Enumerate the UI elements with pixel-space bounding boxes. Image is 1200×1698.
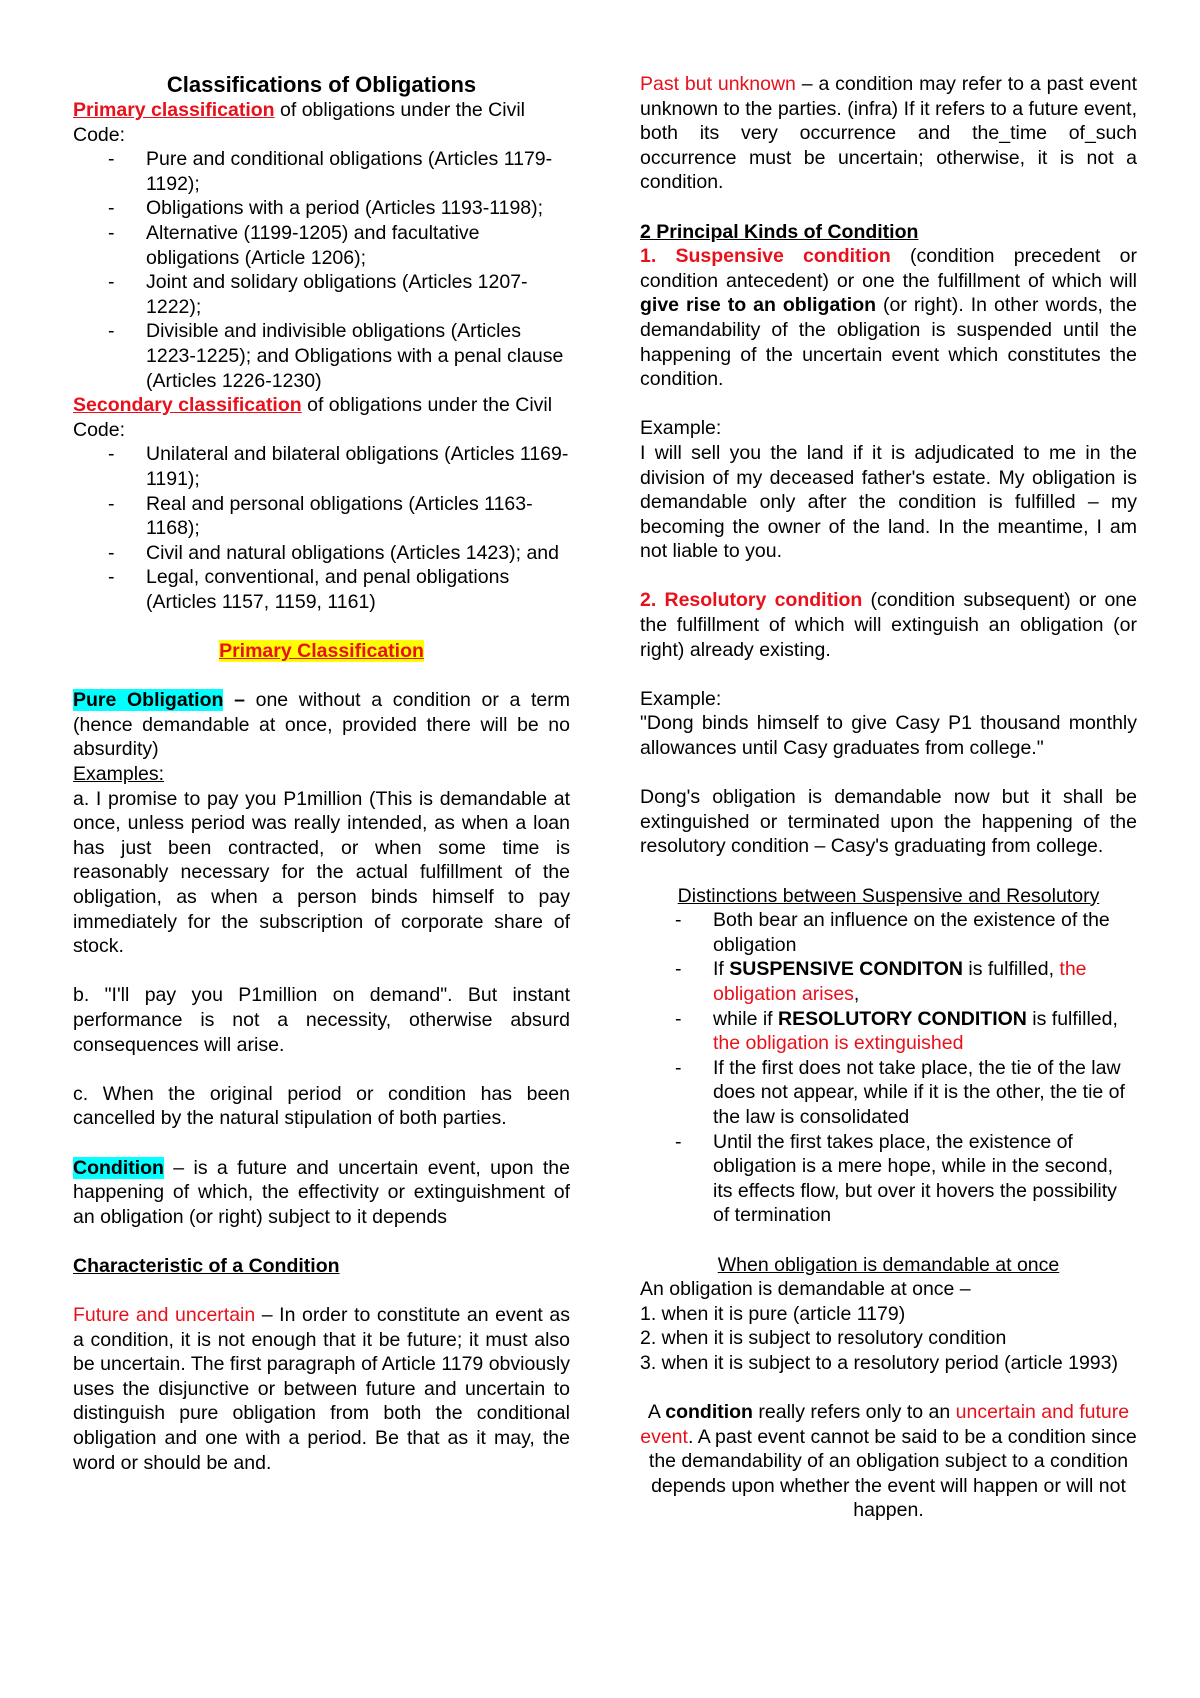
example-b: b. "I'll pay you P1million on demand". But instant performance is not a necessity, otherwise absurd consequences will arise. (73, 984, 570, 1056)
example-label: Example: (640, 687, 722, 710)
list-item: - Both bear an influence on the existence of the obligation (713, 908, 1137, 957)
pure-obligation-term: Pure Obligation (73, 689, 224, 712)
list-item: - Legal, conventional, and penal obligations (Articles 1157, 1159, 1161) (146, 565, 570, 614)
example-c: c. When the original period or condition has been cancelled by the natural stipulation of both parties. (73, 1082, 570, 1130)
pure-obligation-definition: Pure Obligation – one without a condition or a term (hence demandable at once, provided there will be no absurdity) (73, 689, 570, 761)
left-column (73, 72, 570, 1475)
suspensive-paragraph: 1. Suspensive condition (condition precedent or condition antecedent) or one the fulfillment of which will give rise to an obligation (or right). In other words, the demandability of the obligation is suspended until the happening of the uncertain event which constitutes the condition. (640, 245, 1137, 391)
secondary-classification-term: Secondary classification (73, 394, 302, 417)
primary-classification-list (73, 147, 570, 393)
resolutory-example: "Dong binds himself to give Casy P1 thousand monthly allowances until Casy graduates from college." (640, 712, 1137, 760)
closing-paragraph: A condition really refers only to an uncertain and future event. A past event cannot be said to be a condition since the demandability of an obligation subject to a condition depends upon whether the event will happen or will not happen. (640, 1401, 1137, 1522)
future-uncertain-paragraph: Future and uncertain – In order to constitute an event as a condition, it is not enough that it be future; it must also be uncertain. The first paragraph of Article 1179 obviously uses the disjunctive or between future and uncertain to distinguish pure obligation from both the conditional obligation and one with a period. Be that as it may, the word or should be and. (73, 1304, 570, 1474)
list-item: - Until the first takes place, the existence of obligation is a mere hope, while in the second, its effects flow, but over it hovers the possibility of termination (713, 1130, 1137, 1228)
suspensive-example: I will sell you the land if it is adjudicated to me in the division of my deceased father's estate. My obligation is demandable only after the condition is fulfilled – my becoming the owner of the land. In the meantime, I am not liable to you. (640, 441, 1137, 563)
list-item: - Unilateral and bilateral obligations (Articles 1169-1191); (146, 442, 570, 491)
list-item: - Joint and solidary obligations (Articles 1207-1222); (146, 270, 570, 319)
resolutory-paragraph: 2. Resolutory condition (condition subsequent) or one the fulfillment of which will extinguish an obligation (or right) already existing. (640, 589, 1137, 661)
list-item: - Real and personal obligations (Articles 1163-1168); (146, 492, 570, 541)
resolutory-term: 2. Resolutory condition (640, 589, 863, 612)
demandable-intro: An obligation is demandable at once – (640, 1278, 971, 1301)
primary-classification-term: Primary classification (73, 99, 275, 121)
characteristic-heading: Characteristic of a Condition (73, 1254, 340, 1277)
demandable-item: 3. when it is subject to a resolutory period (article 1993) (640, 1351, 1118, 1374)
kinds-heading: 2 Principal Kinds of Condition (640, 220, 919, 243)
right-column (640, 72, 1137, 1523)
list-item: - If SUSPENSIVE CONDITON is fulfilled, the obligation arises, (713, 957, 1137, 1006)
list-item: - while if RESOLUTORY CONDITION is fulfilled, the obligation is extinguished (713, 1007, 1137, 1056)
primary-classification-heading: Primary Classification (219, 640, 424, 663)
example-label: Example: (640, 417, 722, 440)
demandable-item: 2. when it is subject to resolutory condition (640, 1327, 1007, 1350)
distinctions-heading: Distinctions between Suspensive and Resolutory (677, 884, 1100, 907)
document-title: Classifications of Obligations (166, 72, 477, 97)
list-item: - Divisible and indivisible obligations (Articles 1223-1225); and Obligations with a penal clause (Articles 1226-1230) (146, 319, 570, 393)
condition-definition: Condition – is a future and uncertain event, upon the happening of which, the effectivity or extinguishment of an obligation (or right) subject to it depends (73, 1156, 570, 1228)
past-unknown-paragraph: Past but unknown – a condition may refer to a past event unknown to the parties. (infra) If it refers to a future event, both its very occurrence and the_time of_such occurrence must be uncertain; otherwise, it is not a condition. (640, 73, 1137, 194)
primary-classification-intro: Primary classification of obligations under the Civil Code: (73, 99, 526, 146)
list-item: - If the first does not take place, the tie of the law does not appear, while if it is the other, the tie of the law is consolidated (713, 1056, 1137, 1130)
suspensive-term: 1. Suspensive condition (640, 245, 891, 268)
dong-paragraph: Dong's obligation is demandable now but it shall be extinguished or terminated upon the happening of the resolutory condition – Casy's graduating from college. (640, 786, 1137, 858)
examples-label: Examples: (73, 763, 165, 786)
example-a: a. I promise to pay you P1million (This is demandable at once, unless period was really intended, as when a loan has just been contracted, or when some time is reasonably necessary for the actual fulfillment of the obligation, as when a person binds himself to pay immediately for the subscription of corporate share of stock. (73, 787, 570, 958)
past-unknown-term: Past but unknown (640, 73, 796, 95)
list-item: - Alternative (1199-1205) and facultative obligations (Article 1206); (146, 221, 570, 270)
list-item: - Civil and natural obligations (Articles 1423); and (146, 541, 570, 566)
list-item: - Pure and conditional obligations (Articles 1179-1192); (146, 147, 570, 196)
secondary-classification-intro: Secondary classification of obligations under the Civil Code: (73, 394, 553, 441)
future-uncertain-term: Future and uncertain (73, 1304, 256, 1327)
demandable-item: 1. when it is pure (article 1179) (640, 1302, 906, 1325)
distinctions-list (640, 908, 1137, 1228)
list-item: - Obligations with a period (Articles 1193-1198); (146, 196, 570, 221)
demandable-heading: When obligation is demandable at once (717, 1253, 1060, 1276)
secondary-classification-list (73, 442, 570, 614)
condition-term: Condition (73, 1156, 164, 1179)
